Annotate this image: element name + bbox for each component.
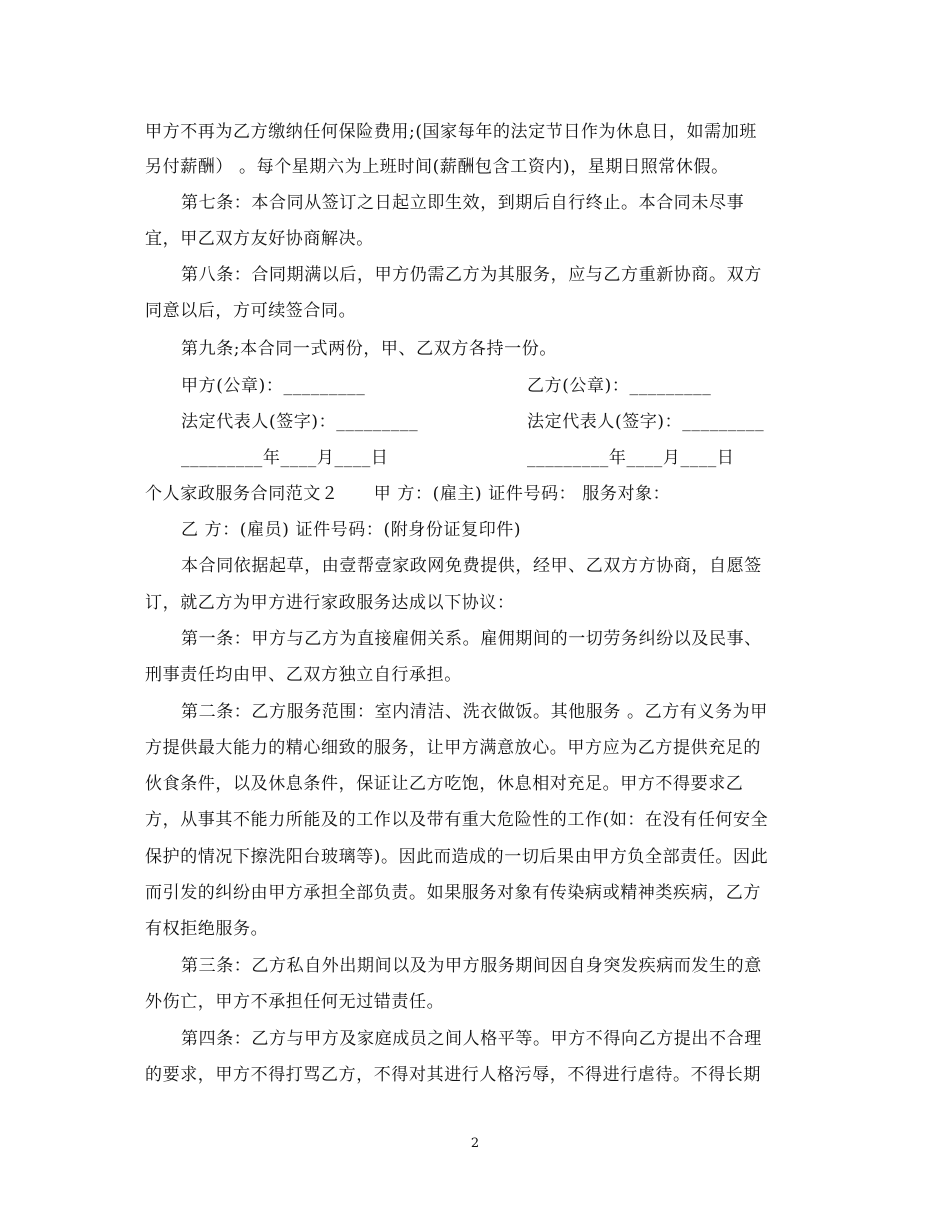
article-2-line: 保护的情况下擦洗阳台玻璃等)。因此而造成的一切后果由甲方负全部责任。因此 bbox=[145, 847, 769, 867]
article-9-line: 第九条;本合同一式两份，甲、乙双方各持一份。 bbox=[181, 339, 557, 359]
article-8-line: 同意以后，方可续签合同。 bbox=[145, 301, 357, 321]
article-2-line: 伙食条件，以及休息条件，保证让乙方吃饱，休息相对充足。甲方不得要求乙 bbox=[145, 774, 744, 794]
party-b-date: _________年____月____日 bbox=[527, 448, 735, 468]
page-number: 2 bbox=[470, 1136, 480, 1151]
article-3-line: 第三条：乙方私自外出期间以及为甲方服务期间因自身突发疾病而发生的意 bbox=[181, 956, 762, 976]
article-1-line: 刑事责任均由甲、乙双方独立自行承担。 bbox=[145, 665, 462, 685]
intro-line: 本合同依据起草，由壹帮壹家政网免费提供，经甲、乙双方方协商，自愿签 bbox=[181, 556, 762, 576]
party-b-line: 乙 方：(雇员) 证件号码：(附身份证复印件) bbox=[181, 520, 522, 540]
paragraph-line: 甲方不再为乙方缴纳任何保险费用;(国家每年的法定节日作为休息日，如需加班 bbox=[145, 122, 757, 142]
article-7-line: 宜，甲乙双方友好协商解决。 bbox=[145, 229, 374, 249]
article-4-line: 的要求，甲方不得打骂乙方，不得对其进行人格污辱，不得进行虐待。不得长期 bbox=[145, 1065, 761, 1085]
party-b-seal: 乙方(公章)：_________ bbox=[527, 376, 712, 396]
party-a-seal: 甲方(公章)：_________ bbox=[181, 376, 366, 396]
party-a-date: _________年____月____日 bbox=[181, 448, 389, 468]
party-a-representative: 法定代表人(签字)：_________ bbox=[181, 412, 419, 432]
article-2-line: 有权拒绝服务。 bbox=[145, 919, 269, 939]
article-2-line: 而引发的纠纷由甲方承担全部负责。如果服务对象有传染病或精神类疾病，乙方 bbox=[145, 883, 761, 903]
article-8-line: 第八条：合同期满以后，甲方仍需乙方为其服务，应与乙方重新协商。双方 bbox=[181, 265, 762, 285]
party-b-representative: 法定代表人(签字)：_________ bbox=[527, 412, 765, 432]
paragraph-line: 另付薪酬） 。每个星期六为上班时间(薪酬包含工资内)，星期日照常休假。 bbox=[145, 157, 729, 177]
article-2-line: 方提供最大能力的精心细致的服务，让甲方满意放心。甲方应为乙方提供充足的 bbox=[145, 738, 761, 758]
article-2-line: 方，从事其不能力所能及的工作以及带有重大危险性的工作(如：在没有任何安全 bbox=[145, 810, 769, 830]
article-3-line: 外伤亡，甲方不承担任何无过错责任。 bbox=[145, 992, 445, 1012]
article-7-line: 第七条：本合同从签订之日起立即生效，到期后自行终止。本合同未尽事 bbox=[181, 193, 745, 213]
article-4-line: 第四条：乙方与甲方及家庭成员之间人格平等。甲方不得向乙方提出不合理 bbox=[181, 1029, 762, 1049]
article-1-line: 第一条：甲方与乙方为直接雇佣关系。雇佣期间的一切劳务纠纷以及民事、 bbox=[181, 629, 762, 649]
intro-line: 订，就乙方为甲方进行家政服务达成以下协议： bbox=[145, 593, 515, 613]
article-2-line: 第二条：乙方服务范围：室内清洁、洗衣做饭。其他服务 。乙方有义务为甲 bbox=[181, 702, 768, 722]
sample-2-heading: 个人家政服务合同范文２ 甲 方：(雇主) 证件号码： 服务对象： bbox=[145, 484, 671, 504]
